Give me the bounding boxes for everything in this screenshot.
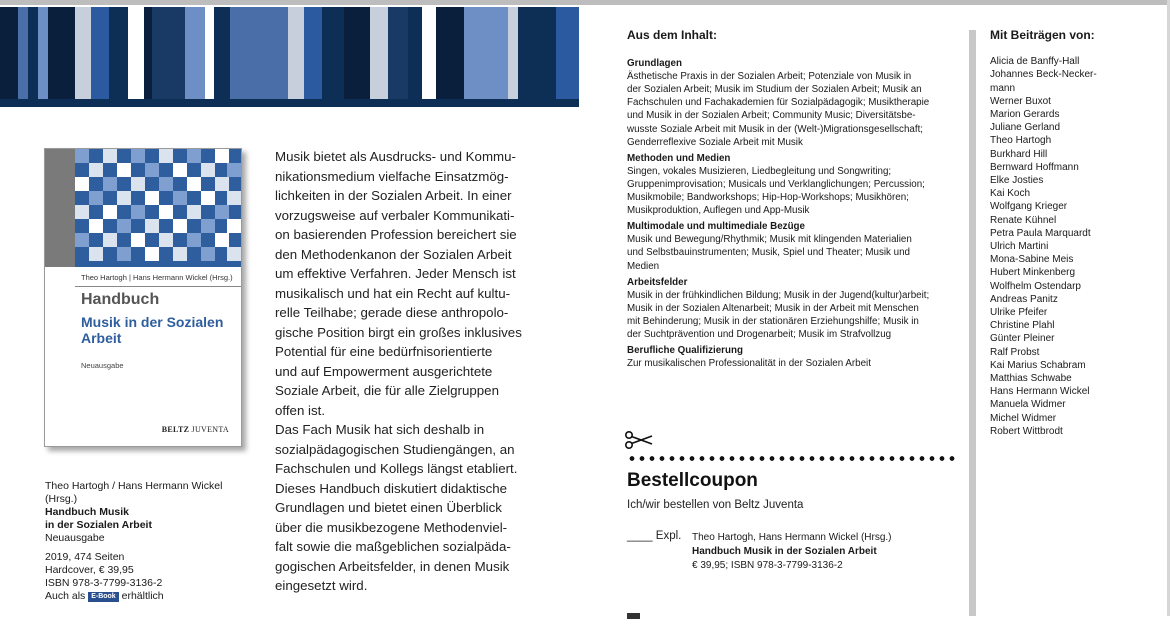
book-title-line1: Handbuch Musik [45,506,130,518]
contents-section [627,152,957,217]
contributor-name: Alicia de Banffy-Hall [990,56,1080,68]
stripe-banner-graphic [0,7,579,107]
contributor-name: Juliane Gerland [990,122,1061,134]
contents-section-title: Grundlagen [627,58,682,70]
contents-section-body: Singen, vokales Musizieren, Liedbegleitung und Songwriting; Gruppenimprovisation; Musicals und Verklanglichungen; Percussion; Musikmobile; Bandworkshops; Hip-Hop-Workshops; Musikhören; Musikproduktion, Auflegen und App-Musik [627,165,925,217]
cover-divider [75,286,241,287]
book-cover [44,148,242,447]
page-top-border [0,0,1170,5]
book-info [45,480,245,603]
contributor-name: Andreas Panitz [990,293,1058,305]
contents-heading: Aus dem Inhalt: [627,28,718,42]
contributor-name: Bernward Hoffmann [990,161,1079,173]
contributor-name: Michel Widmer [990,412,1057,424]
contents-section-title: Berufliche Qualifizierung [627,345,743,357]
coupon-subtitle: Ich/wir bestellen von Beltz Juventa [627,499,804,511]
book-description [275,147,537,596]
contributor-name: Ulrich Martini [990,241,1049,253]
contributor-name: Kai Koch [990,188,1031,200]
order-title: Handbuch Musik in der Sozialen Arbeit [692,546,877,557]
contributor-name: Elke Josties [990,175,1044,187]
contributor-name: Hans Hermann Wickel [990,386,1090,398]
contents-section-title: Multimodale und multimediale Bezüge [627,221,805,233]
book-authors: Theo Hartogh / Hans Hermann Wickel [45,480,223,492]
contents-section-body: Musik in der frühkindlichen Bildung; Musik in der Jugend(kultur)arbeit; Musik in der Sozialen Altenarbeit; Musik in der Arbeit mit Menschen mit Behinderung; Musik in der stationären Erziehungshilfe; Musik in der Suchtprävention und Drogenarbeit; Musik im Strafvollzug [627,289,930,340]
stripe-banner [0,7,579,107]
cover-edition: Neuausgabe [81,361,124,370]
book-edition: Neuausgabe [45,532,105,544]
contributor-name: Burkhard Hill [990,148,1048,160]
contributor-name: Wolfhelm Ostendarp [990,280,1081,292]
cover-title-sub: Musik in der Sozialen Arbeit [81,314,224,346]
contributor-name: Marion Gerards [990,109,1060,121]
ebook-prefix: Auch als [45,590,86,602]
book-binding-price: Hardcover, € 39,95 [45,564,134,576]
contributor-name: Christine Plahl [990,320,1055,332]
contributor-name: Ulrike Pfeifer [990,307,1048,319]
contributor-name: Manuela Widmer [990,399,1066,411]
contributor-name: Robert Wittbrodt [990,425,1063,437]
contributor-name: Günter Pleiner [990,333,1055,345]
table-of-contents [627,29,957,373]
cover-publisher-logo [162,425,229,434]
order-item [692,531,952,573]
contributor-name: Wolfgang Krieger [990,201,1068,213]
cover-grey-bar [45,149,75,267]
book-isbn: ISBN 978-3-7799-3136-2 [45,577,163,589]
contributors-heading: Mit Beiträgen von: [990,28,1095,42]
contents-section-title: Methoden und Medien [627,152,731,164]
book-title-line2: in der Sozialen Arbeit [45,519,152,531]
cover-title-main: Handbuch [81,291,160,308]
book-year-pages: 2019, 474 Seiten [45,551,125,563]
cover-mosaic [75,149,241,267]
contributor-name: Mona-Sabine Meis [990,254,1074,266]
contributor-name: Kai Marius Schabram [990,359,1086,371]
contents-section [627,220,957,272]
book-ebook-note [45,590,245,603]
book-authors-role: (Hrsg.) [45,493,78,505]
ebook-suffix: erhältlich [121,590,164,602]
contents-section-title: Arbeitsfelder [627,276,688,288]
scissors-icon [624,430,654,450]
description-paragraph-1: Musik bietet als Ausdrucks- und Kommu- nikationsmedium vielfache Einsatzmög- lichkeiten in der Sozialen Arbeit. In einer vorzugsweise auf verbaler Kommunikati- on basierenden Profession bereichert sie den Methodenkanon der Sozialen Arbeit um effektive Verfahren. Jeder Mensch ist musikalisch und hat ein Recht auf kultu- relle Teilhabe; gerade diese anthropolo- gische Position birgt ein großes inklusives Potential für eine bedürfnisorientierte und auf Empowerment ausgerichtete Soziale Arbeit, die für alle Zielgruppen offen ist. [275,149,522,418]
publisher-beltz: BELTZ [161,425,190,434]
contents-section [627,344,957,370]
contents-section [627,57,957,149]
description-paragraph-2: Das Fach Musik hat sich deshalb in sozialpädagogischen Studiengängen, an Fachschulen und Kollegs längst etabliert. Dieses Handbuch diskutiert didaktische Grundlagen und bietet einen Überblick über die musikbezogene Methodenviel- falt sowie die maßgeblichen sozialpäda- gogischen Arbeitsfelder, in denen Musik eingesetzt wird. [275,422,518,593]
contents-section-body: Musik und Bewegung/Rhythmik; Musik mit klingenden Materialien und Selbstbauinstrumenten; Musik, Spiel und Theater; Musik und Medien [627,234,912,272]
contributor-name: Werner Buxot [990,95,1051,107]
contents-section-body: Zur musikalischen Professionalität in der Sozialen Arbeit [627,358,871,370]
cut-line [627,456,957,461]
contents-section [627,276,957,341]
contributor-name: Matthias Schwabe [990,373,1072,385]
cover-authors: Theo Hartogh | Hans Hermann Wickel (Hrsg.) [81,273,233,282]
checkbox-partial[interactable] [627,613,640,619]
contents-section-body: Ästhetische Praxis in der Sozialen Arbeit; Potenziale von Musik in der Sozialen Arbeit; Musik im Studium der Sozialen Arbeit; Musik an Fachschulen und Fachakademien für Sozialpädagogik; Musiktherapie und Musik in der Sozialen Arbeit; Community Music; Diversitätsbe- wusste Soziale Arbeit mit Musik in der (Welt-)Migrationsgesellschaft; Genderreflexive Soziale Arbeit mit Musik [627,71,930,148]
ebook-badge: E-Book [88,592,119,602]
contributors-list [990,29,1150,438]
order-authors: Theo Hartogh, Hans Hermann Wickel (Hrsg.) [692,532,892,543]
contributor-name: Petra Paula Marquardt [990,227,1091,239]
publisher-juventa: JUVENTA [191,425,229,434]
column-divider [969,30,976,616]
quantity-field[interactable]: ____ Expl. [627,530,682,542]
contributor-name: Johannes Beck-Necker- mann [990,69,1097,94]
coupon-title: Bestellcoupon [627,470,758,491]
contributor-name: Hubert Minkenberg [990,267,1076,279]
order-price-isbn: € 39,95; ISBN 978-3-7799-3136-2 [692,560,843,571]
contributor-name: Ralf Probst [990,346,1040,358]
contributor-name: Renate Kühnel [990,214,1057,226]
contributor-name: Theo Hartogh [990,135,1052,147]
